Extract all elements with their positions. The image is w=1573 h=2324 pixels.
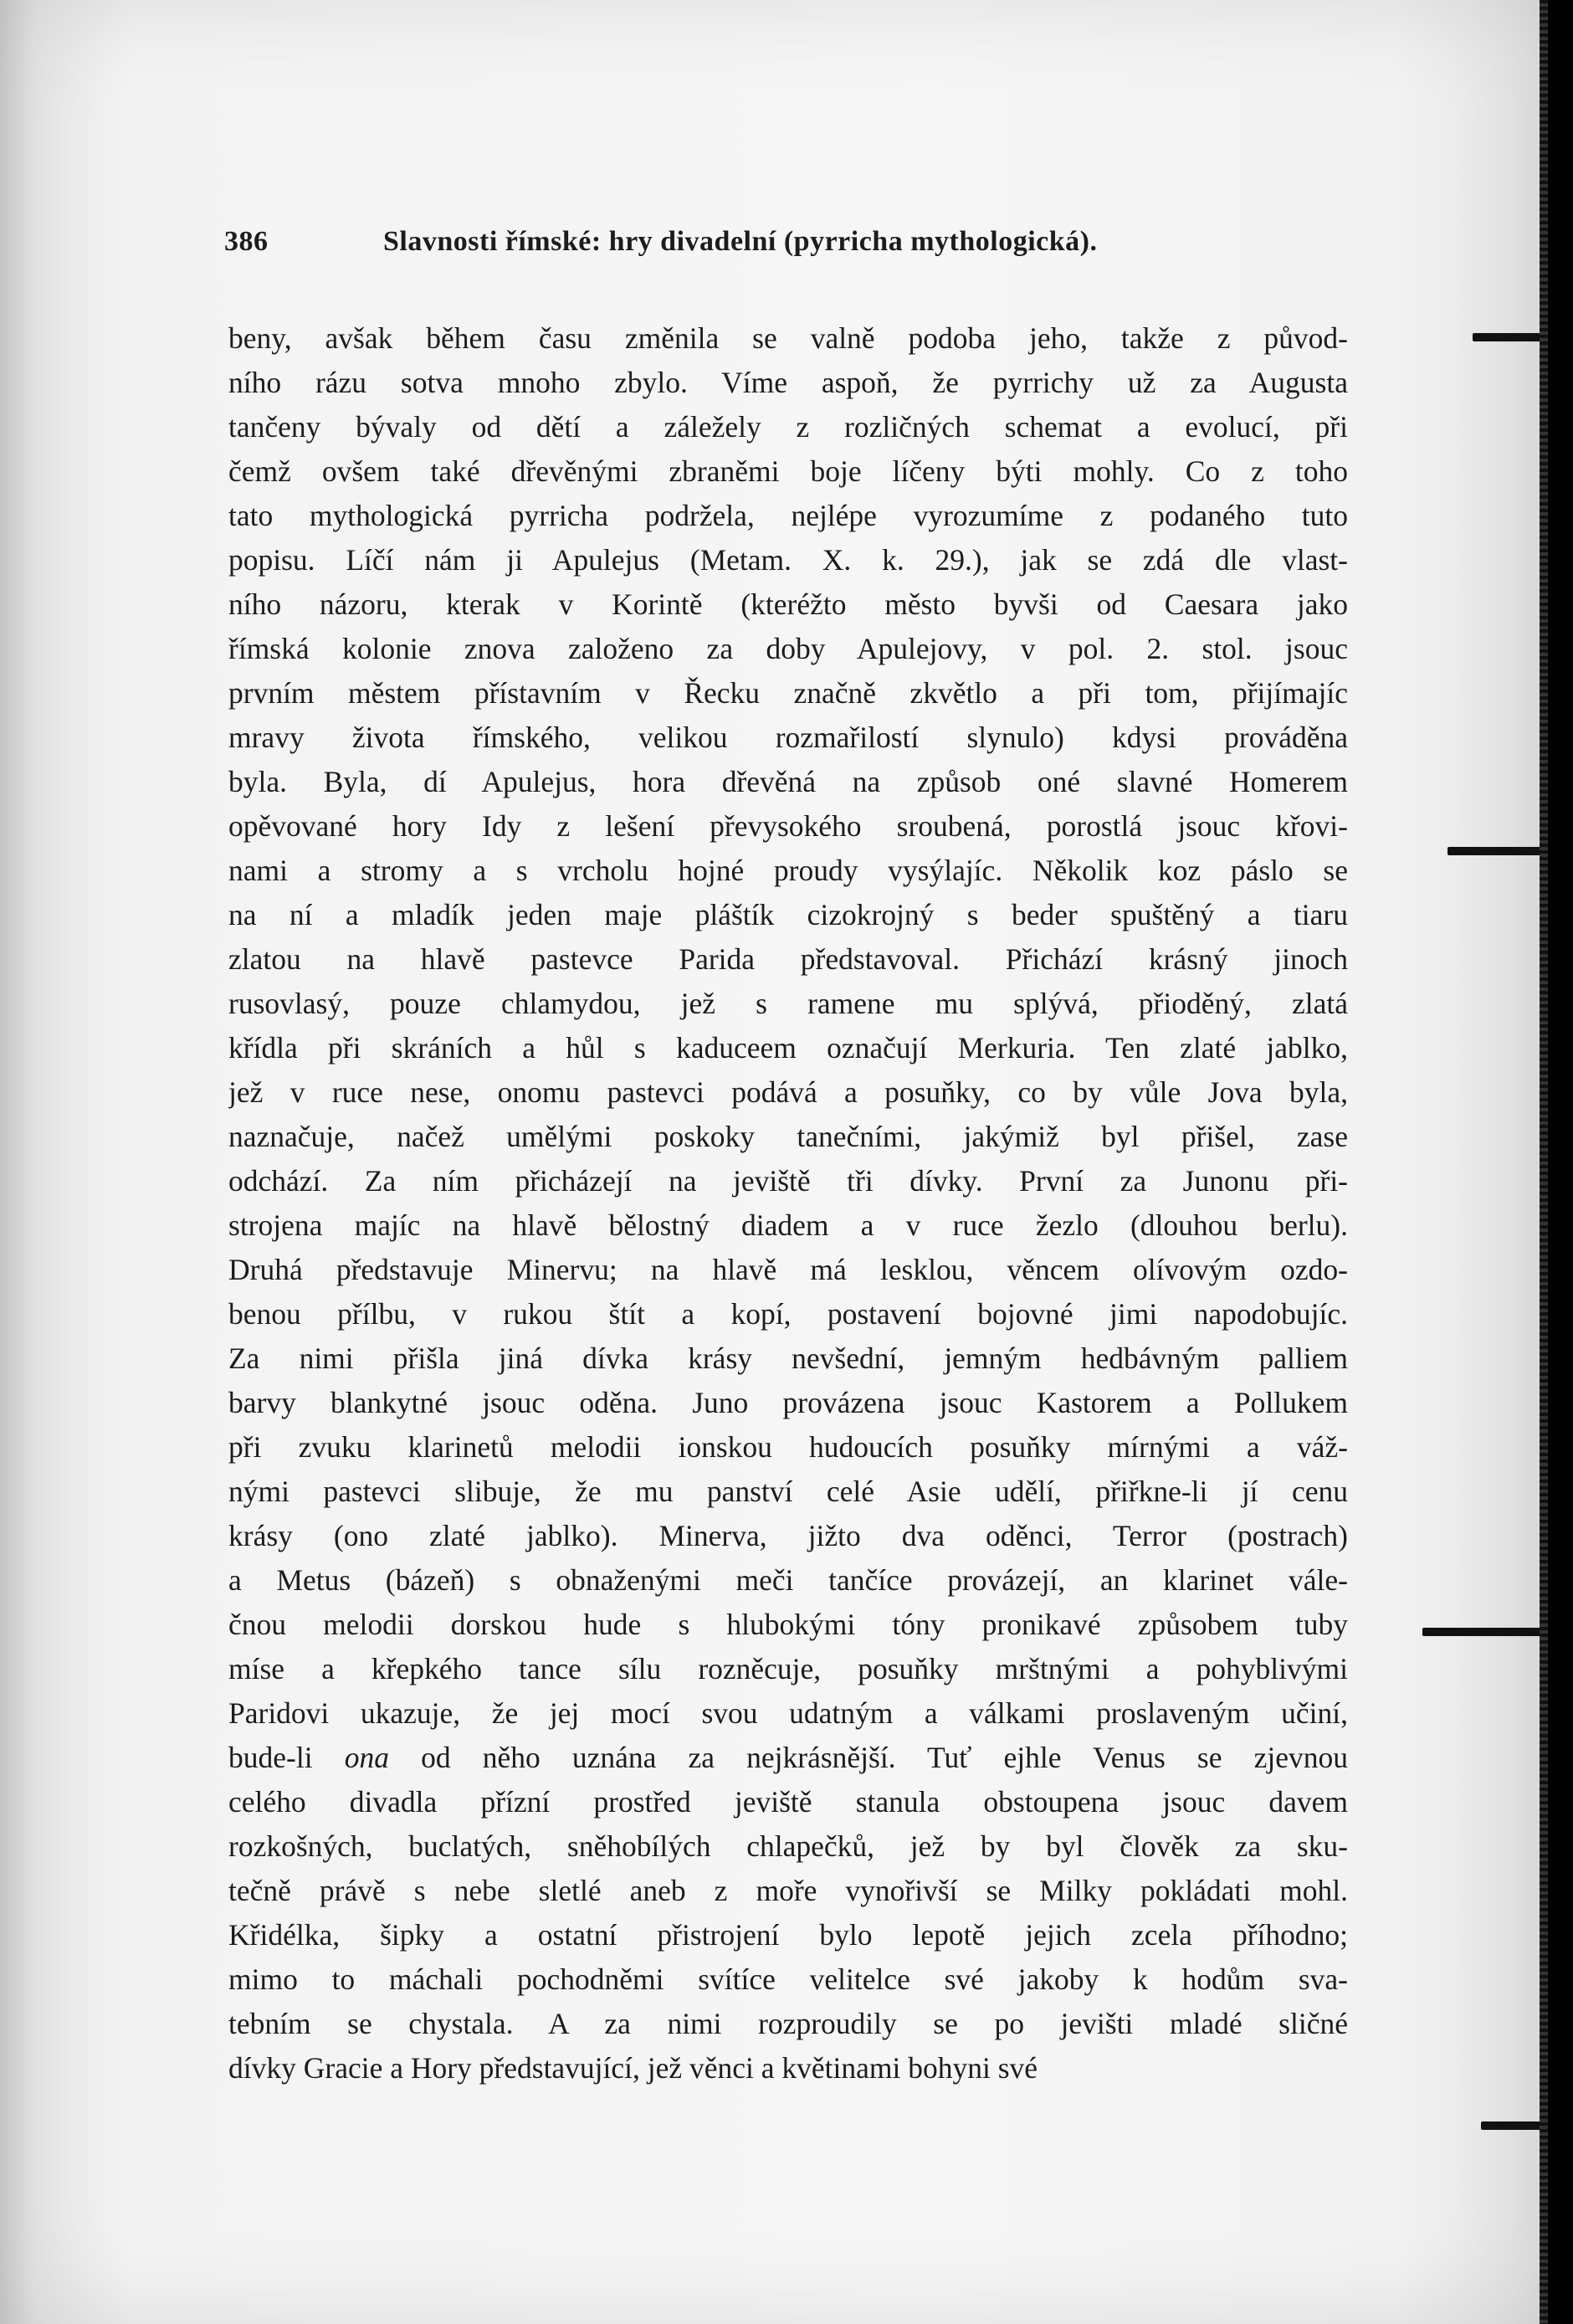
text-line: tančeny bývaly od dětí a záležely z rozličných schemat a evolucí, při [228,410,1348,444]
text-line: celého divadla přízní prostřed jeviště stanula obstoupena jsouc davem [228,1785,1348,1819]
text-line: odchází. Za ním přicházejí na jeviště tři dívky. První za Junonu při- [228,1164,1348,1198]
text-line: na ní a mladík jeden maje pláštík cizokrojný s beder spuštěný a tiaru [228,898,1348,931]
binding-thread-mark [1447,847,1548,855]
text-line: nými pastevci slibuje, že mu panství celé Asie udělí, přiřkne-li jí cenu [228,1475,1348,1508]
text-line: byla. Byla, dí Apulejus, hora dřevěná na způsob oné slavné Homerem [228,765,1348,798]
text-line: barvy blankytné jsouc oděna. Juno provázena jsouc Kastorem a Pollukem [228,1386,1348,1419]
binding-thread-mark [1473,333,1548,341]
text-line: ního rázu sotva mnoho zbylo. Víme aspoň, že pyrrichy už za Augusta [228,366,1348,399]
text-line: bude-li ona od něho uznána za nejkrásnější. Tuť ejhle Venus se zjevnou [228,1741,1348,1774]
text-line: jež v ruce nese, onomu pastevci podává a posuňky, co by vůle Jova byla, [228,1075,1348,1109]
binding-thread-mark [1422,1628,1548,1636]
text-line: a Metus (bázeň) s obnaženými meči tančíce provázejí, an klarinet vále- [228,1563,1348,1597]
running-header [224,226,1203,263]
text-line: tato mythologická pyrricha podržela, nejlépe vyrozumíme z podaného tuto [228,499,1348,532]
text-line: při zvuku klarinetů melodii ionskou hudoucích posuňky mírnými a váž- [228,1430,1348,1464]
text-line: popisu. Líčí nám ji Apulejus (Metam. X. k. 29.), jak se zdá dle vlast- [228,543,1348,577]
text-line: nami a stromy a s vrcholu hojné proudy vysýlajíc. Několik koz páslo se [228,854,1348,887]
text-line: mravy života římského, velikou rozmařilostí slynulo) kdysi prováděna [228,721,1348,754]
page-number: 386 [224,226,269,257]
text-line: prvním městem přístavním v Řecku značně zkvětlo a při tom, přijímajíc [228,676,1348,710]
text-line: Za nimi přišla jiná dívka krásy nevšední, jemným hedbávným palliem [228,1342,1348,1375]
running-title: Slavnosti římské: hry divadelní (pyrricha mythologická). [383,226,1098,257]
text-line: mimo to máchali pochodněmi svítíce velitelce své jakoby k hodům sva- [228,1962,1348,1996]
text-line: křídla při skráních a hůl s kaduceem označují Merkuria. Ten zlaté jablko, [228,1031,1348,1065]
text-line: naznačuje, načež umělými poskoky tanečními, jakýmiž byl přišel, zase [228,1120,1348,1153]
binding-thread-mark [1481,2121,1548,2130]
text-line: dívky Gracie a Hory představující, jež věnci a květinami bohyni své [228,2051,1038,2085]
text-line: míse a křepkého tance sílu rozněcuje, posuňky mrštnými a pohyblivými [228,1652,1348,1685]
text-line: krásy (ono zlaté jablko). Minerva, jižto dva oděnci, Terror (postrach) [228,1519,1348,1552]
text-line: rozkošných, buclatých, sněhobílých chlapečků, jež by byl člověk za sku- [228,1829,1348,1863]
text-line: benou přílbu, v rukou štít a kopí, postavení bojovné jimi napodobujíc. [228,1297,1348,1331]
text-line: tebním se chystala. A za nimi rozproudily se po jevišti mladé sličné [228,2007,1348,2040]
text-line: Křidélka, šipky a ostatní přistrojení bylo lepotě jejich zcela příhodno; [228,1918,1348,1952]
text-line: Paridovi ukazuje, že jej mocí svou udatným a válkami proslaveným učiní, [228,1696,1348,1730]
text-line: čemž ovšem také dřevěnými zbraněmi boje líčeny býti mohly. Co z toho [228,454,1348,488]
text-line: beny, avšak během času změnila se valně podoba jeho, takže z původ- [228,321,1348,355]
text-line: tečně právě s nebe sletlé aneb z moře vynořivší se Milky pokládati mohl. [228,1874,1348,1907]
body-text [228,316,1348,2091]
text-line: čnou melodii dorskou hude s hlubokými tóny pronikavé způsobem tuby [228,1608,1348,1641]
text-line: opěvované hory Idy z lešení převysokého sroubená, porostlá jsouc křovi- [228,809,1348,843]
text-line: strojena majíc na hlavě bělostný diadem a v ruce žezlo (dlouhou berlu). [228,1208,1348,1242]
text-line: rusovlasý, pouze chlamydou, jež s ramene mu splývá, přioděný, zlatá [228,987,1348,1020]
text-line: ního názoru, kterak v Korintě (kteréžto město byvši od Caesara jako [228,587,1348,621]
text-line: zlatou na hlavě pastevce Parida představoval. Přichází krásný jinoch [228,942,1348,976]
text-line: římská kolonie znova založeno za doby Apulejovy, v pol. 2. stol. jsouc [228,632,1348,665]
scan-border [1548,0,1573,2324]
text-line: Druhá představuje Minervu; na hlavě má lesklou, věncem olívovým ozdo- [228,1253,1348,1286]
